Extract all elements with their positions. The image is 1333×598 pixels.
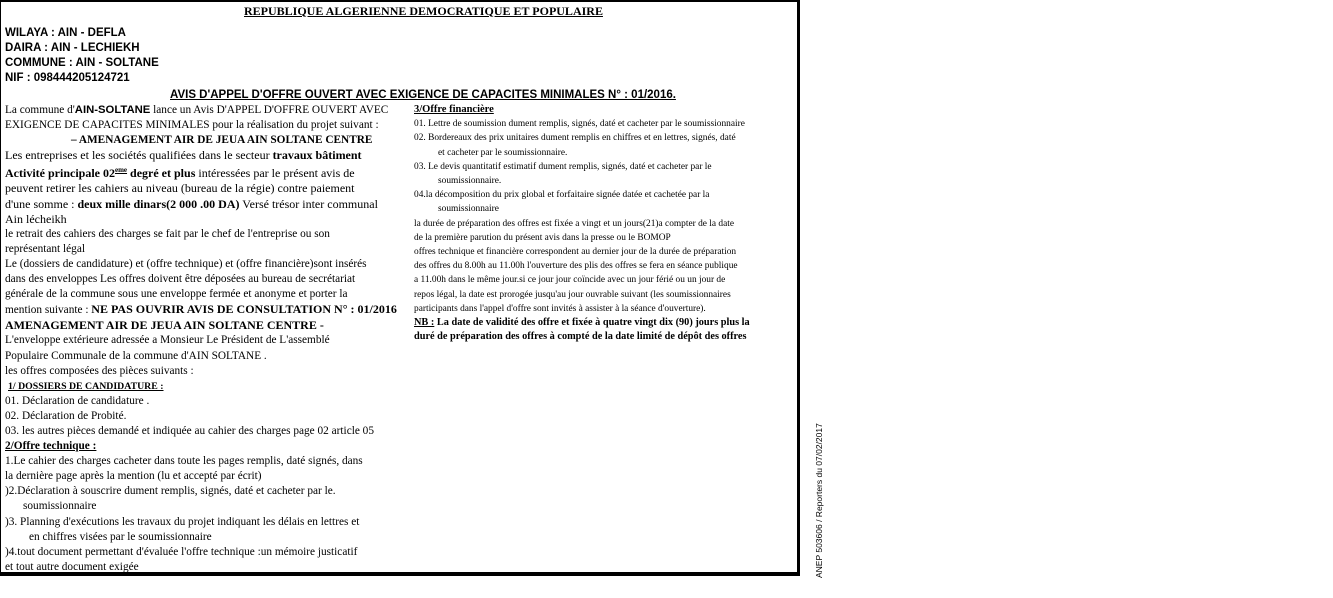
companies-line-5: Ain lécheikh — [5, 211, 67, 226]
section-3-item-3-line-1: 03. Le devis quantitatif estimatif dument remplis, signés, daté et cacheter par le — [414, 161, 712, 172]
section-2-item-1-line-1: 1.Le cahier des charges cacheter dans toute les pages remplis, daté signés, dans — [5, 455, 363, 468]
nb-line-1: NB : La date de validité des offre et fixée à quatre vingt dix (90) jours plus la — [414, 317, 750, 329]
envelopes-line-4: mention suivante : NE PAS OUVRIR AVIS DE CONSULTATION N° : 01/2016 — [5, 302, 397, 317]
envelopes-line-1: Le (dossiers de candidature) et (offre technique) et (offre financière)sont insérés — [5, 257, 367, 270]
withdrawal-line-2: représentant légal — [5, 242, 85, 255]
section-3-item-3-line-2: soumissionnaire. — [438, 176, 502, 187]
companies-line-4: d'une somme : deux mille dinars(2 000 .00 DA) Versé trésor inter communal — [5, 196, 378, 211]
section-1-item-2: 02. Déclaration de Probité. — [5, 409, 127, 422]
duration-line-5: a 11.00h dans le même jour.si ce jour jour coïncide avec un jour férié ou un jour de — [414, 275, 726, 286]
right-column — [414, 103, 800, 344]
republic-title: REPUBLIQUE ALGERIENNE DEMOCRATIQUE ET POPULAIRE — [244, 4, 603, 18]
section-3-item-4-line-1: 04.la décomposition du prix global et forfaitaire signée datée et cachetée par la — [414, 190, 710, 201]
intro-line-2: EXIGENCE DE CAPACITES MINIMALES pour la réalisation du projet suivant : — [5, 119, 379, 132]
section-2-item-4-line-2: et tout autre document exigée — [5, 560, 139, 573]
section-2-item-3-line-1: )3. Planning d'exécutions les travaux du projet indiquant les délais en lettres et — [5, 515, 360, 528]
intro-line-1: La commune d'AIN-SOLTANE lance un Avis D'APPEL D'OFFRE OUVERT AVEC — [5, 104, 389, 116]
section-2-item-2-line-2: soumissionnaire — [23, 500, 97, 513]
duration-line-1: la durée de préparation des offres est fixée a vingt et un jours(21)a compter de la date — [414, 218, 735, 229]
commune-line: COMMUNE : AIN - SOLTANE — [5, 57, 159, 69]
section-2-item-1-line-2: la dernière page après la mention (lu et accepté par écrit) — [5, 470, 262, 483]
duration-line-6: repos légal, la date est prorogée jusqu'au jour ouvrable suivant (les soumissionnaires — [414, 289, 731, 300]
nb-label: NB : — [414, 317, 435, 329]
duration-line-3: offres technique et financière correspondent au dernier jour de la durée de préparation — [414, 247, 737, 258]
section-3-item-4-line-2: soumissionnaire — [438, 204, 499, 215]
companies-line-2: Activité principale 02eme degré et plus intéressées par le présent avis de — [5, 166, 355, 181]
duration-line-7: participants dans l'appel d'offre sont invités à assister à la séance d'ouverture). — [414, 303, 706, 314]
daira-line: DAIRA : AIN - LECHIEKH — [5, 42, 140, 54]
section-1-title: 1/ DOSSIERS DE CANDIDATURE : — [8, 380, 164, 392]
wilaya-line: WILAYA : AIN - DEFLA — [5, 27, 126, 39]
avis-title: AVIS D'APPEL D'OFFRE OUVERT AVEC EXIGENCE DE CAPACITES MINIMALES N° : 01/2016. — [170, 89, 676, 101]
section-3-item-2-line-1: 02. Bordereaux des prix unitaires dument remplis en chiffres et en lettres, signés, daté — [414, 133, 736, 144]
envelopes-line-2: dans des enveloppes Les offres doivent être déposées au bureau de secrétariat — [5, 273, 356, 286]
duration-line-4: des offres du 8.00h au 11.00h l'ouverture des plis des offres se fera en séance publique — [414, 261, 738, 272]
project-name: – AMENAGEMENT AIR DE JEUA AIN SOLTANE CENTRE — [71, 134, 373, 147]
withdrawal-line-1: le retrait des cahiers des charges se fait par le chef de l'entreprise ou son — [5, 227, 330, 240]
anep-stamp: ANEP 503606 / Reporters du 07/02/2017 — [814, 423, 824, 578]
address-line-2: Populaire Communale de la commune d'AIN SOLTANE . — [5, 349, 267, 362]
address-line-1: L'enveloppe extérieure adressée a Monsieur Le Président de L'assemblé — [5, 334, 330, 347]
companies-line-1: Les entreprises et les sociétés qualifiées dans le secteur travaux bâtiment — [5, 148, 362, 163]
section-2-title: 2/Offre technique : — [5, 440, 97, 453]
section-3-title: 3/Offre financière — [414, 104, 494, 115]
envelopes-line-5: AMENAGEMENT AIR DE JEUA AIN SOLTANE CENTRE - — [5, 318, 324, 333]
section-1-item-1: 01. Déclaration de candidature . — [5, 394, 150, 407]
offers-intro: les offres composées des pièces suivants : — [5, 364, 194, 377]
section-2-item-2-line-1: )2.Déclaration à souscrire dument remplis, signés, daté et cacheter par le. — [5, 485, 336, 498]
nb-line-2: duré de préparation des offres à compté de la date limité de dépôt des offres — [414, 331, 747, 343]
section-2-item-3-line-2: en chiffres visées par le soumissionnaire — [29, 530, 212, 543]
nif-line: NIF : 098444205124721 — [5, 72, 130, 84]
left-column — [5, 103, 400, 575]
section-2-item-4-line-1: )4.tout document permettant d'évaluée l'offre technique :un mémoire justicatif — [5, 545, 358, 558]
section-3-item-1: 01. Lettre de soumission dument remplis, signés, daté et cacheter par le soumissionnaire — [414, 119, 745, 130]
section-3-item-2-line-2: et cacheter par le soumissionnaire. — [438, 147, 568, 158]
companies-line-3: peuvent retirer les cahiers au niveau (bureau de la régie) contre paiement — [5, 181, 355, 196]
duration-line-2: de la première parution du présent avis dans la presse ou le BOMOP — [414, 232, 671, 243]
envelopes-line-3: générale de la commune sous une enveloppe fermée et anonyme et porter la — [5, 288, 348, 301]
section-1-item-3: 03. les autres pièces demandé et indiquée au cahier des charges page 02 article 05 — [5, 424, 374, 437]
